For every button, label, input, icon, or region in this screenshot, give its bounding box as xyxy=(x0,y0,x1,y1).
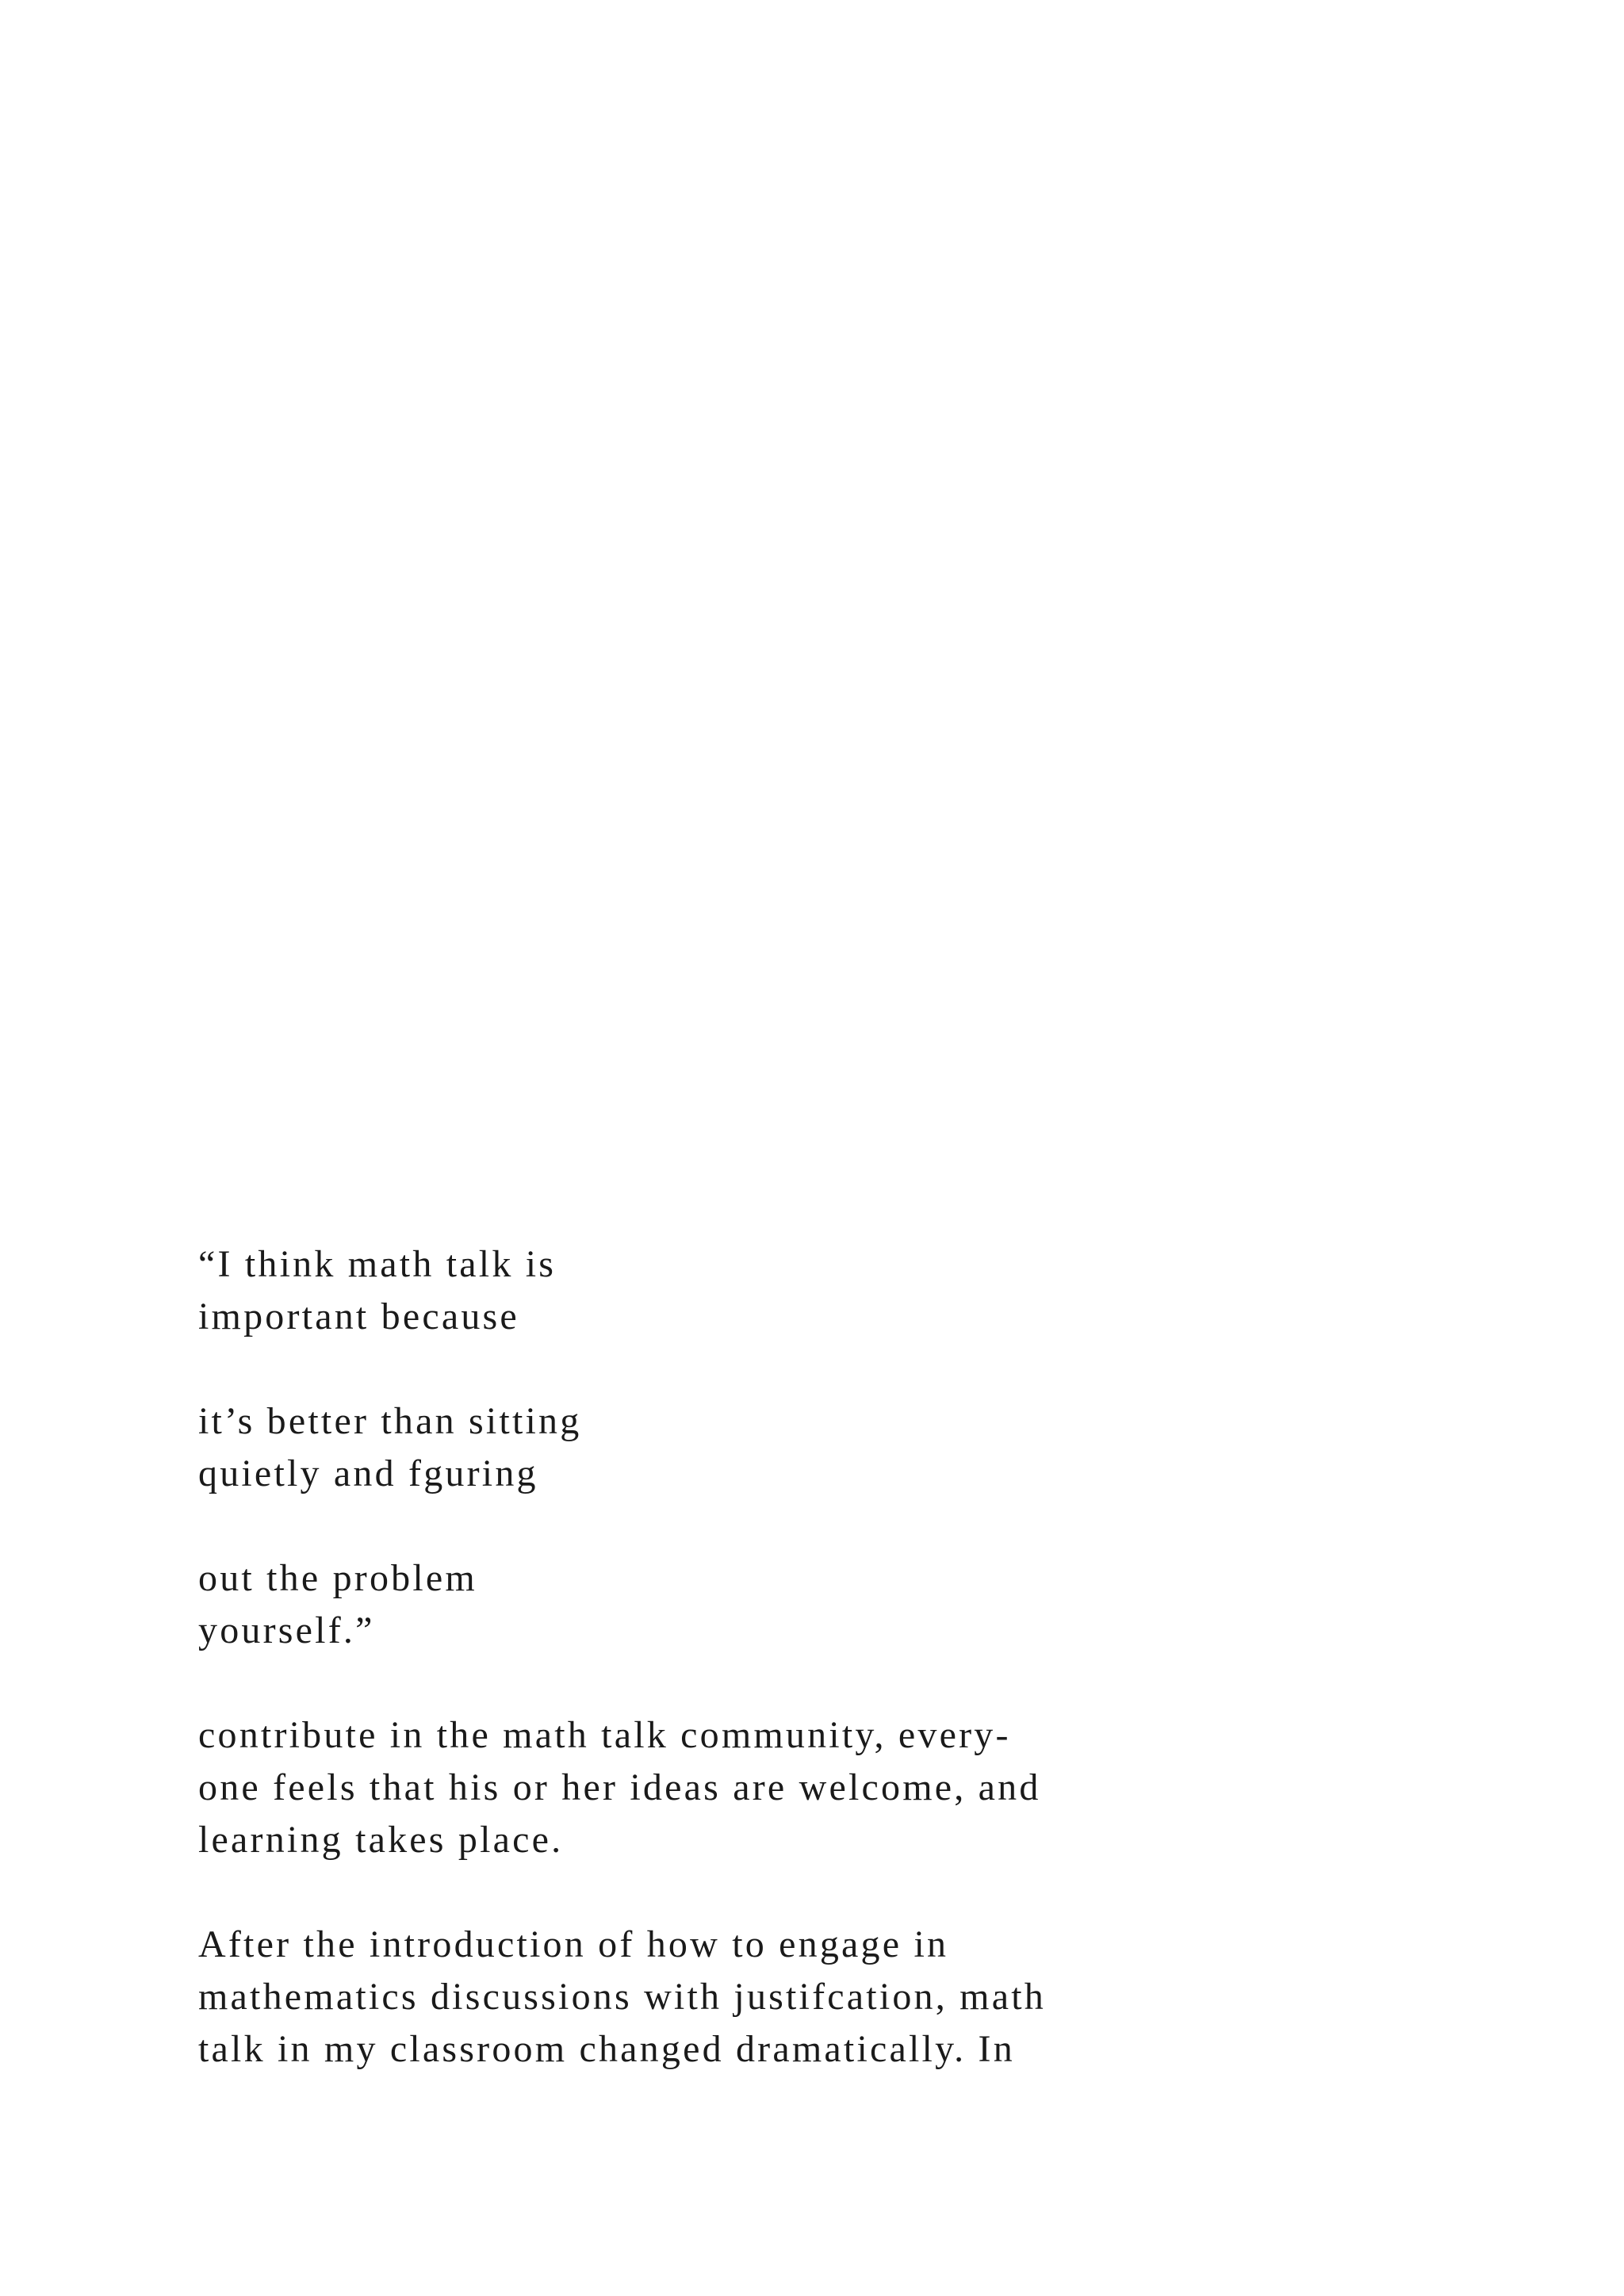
body-paragraph xyxy=(198,1919,1229,2076)
pull-quote-part-2 xyxy=(198,1395,1229,1500)
text-line: After the introduction of how to engage in xyxy=(198,1923,949,1965)
text-line: mathematics discussions with justifcation, math xyxy=(198,1976,1046,2018)
text-line: contribute in the math talk community, every- xyxy=(198,1714,1011,1756)
text-line: learning takes place. xyxy=(198,1819,564,1861)
body-text xyxy=(198,1238,1229,2128)
text-line: out the problem xyxy=(198,1557,477,1599)
text-line: talk in my classroom changed dramatically. In xyxy=(198,2028,1015,2070)
text-line: “I think math talk is xyxy=(198,1243,557,1285)
pull-quote-part-1 xyxy=(198,1238,1229,1343)
text-line: yourself.” xyxy=(198,1609,375,1651)
text-line: one feels that his or her ideas are welcome, and xyxy=(198,1766,1041,1808)
pull-quote-part-3 xyxy=(198,1552,1229,1657)
text-line: quietly and fguring xyxy=(198,1452,538,1494)
text-line: it’s better than sitting xyxy=(198,1400,582,1442)
text-line: important because xyxy=(198,1295,519,1337)
body-paragraph xyxy=(198,1709,1229,1866)
